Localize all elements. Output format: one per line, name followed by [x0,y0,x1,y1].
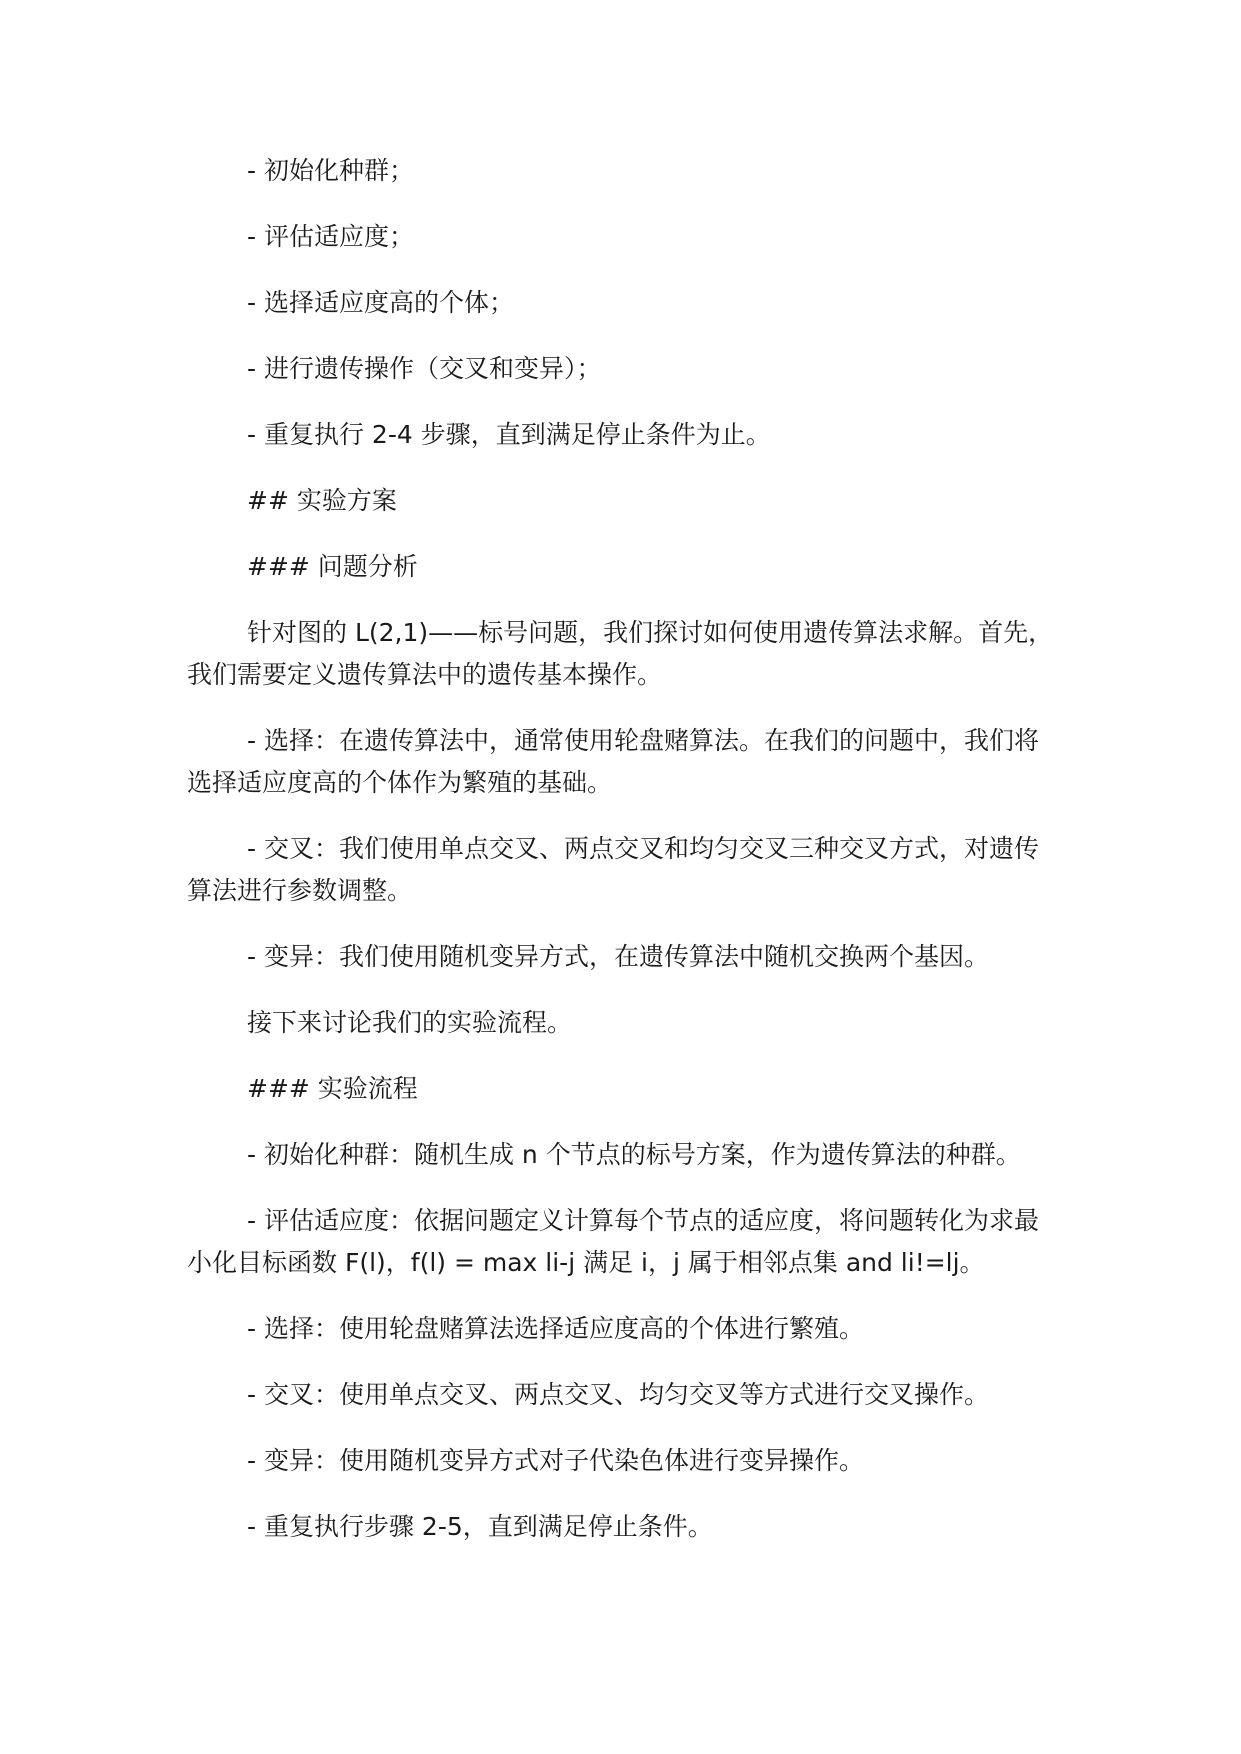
paragraph-problem-intro: 针对图的 L(2,1)——标号问题，我们探讨如何使用遗传算法求解。首先，我们需要定义遗传算法中的遗传基本操作。 [187,618,1054,689]
list-item-init-population: - 初始化种群； [247,156,414,185]
list-item-mutation: - 变异：我们使用随机变异方式，在遗传算法中随机交换两个基因。 [247,942,989,971]
list-item-genetic-operations: - 进行遗传操作（交叉和变异）； [247,354,602,383]
list-item-crossover: - 交叉：我们使用单点交叉、两点交叉和均匀交叉三种交叉方式，对遗传算法进行参数调整。 [187,834,1039,905]
list-item-process-repeat: - 重复执行步骤 2-5，直到满足停止条件。 [247,1512,713,1541]
subsection-heading-experiment-process: ### 实验流程 [247,1074,418,1103]
list-item-process-fitness: - 评估适应度：依据问题定义计算每个节点的适应度，将问题转化为求最小化目标函数 F(l)，f(l) = max li-j 满足 i，j 属于相邻点集 and li!=lj。 [187,1206,1039,1277]
list-item-process-mutation: - 变异：使用随机变异方式对子代染色体进行变异操作。 [247,1446,864,1475]
list-item-repeat-steps: - 重复执行 2-4 步骤，直到满足停止条件为止。 [247,420,771,449]
section-heading-experiment-plan: ## 实验方案 [247,486,397,515]
paragraph-next-discussion: 接下来讨论我们的实验流程。 [247,1008,573,1037]
list-item-evaluate-fitness: - 评估适应度； [247,222,414,251]
list-item-process-init: - 初始化种群：随机生成 n 个节点的标号方案，作为遗传算法的种群。 [247,1140,1021,1169]
subsection-heading-problem-analysis: ### 问题分析 [247,552,418,581]
list-item-select-individuals: - 选择适应度高的个体； [247,288,514,317]
list-item-selection: - 选择：在遗传算法中，通常使用轮盘赌算法。在我们的问题中，我们将选择适应度高的个体作为繁殖的基础。 [187,726,1039,797]
list-item-process-crossover: - 交叉：使用单点交叉、两点交叉、均匀交叉等方式进行交叉操作。 [247,1380,989,1409]
document-body [187,150,1057,1572]
list-item-process-selection: - 选择：使用轮盘赌算法选择适应度高的个体进行繁殖。 [247,1314,864,1343]
